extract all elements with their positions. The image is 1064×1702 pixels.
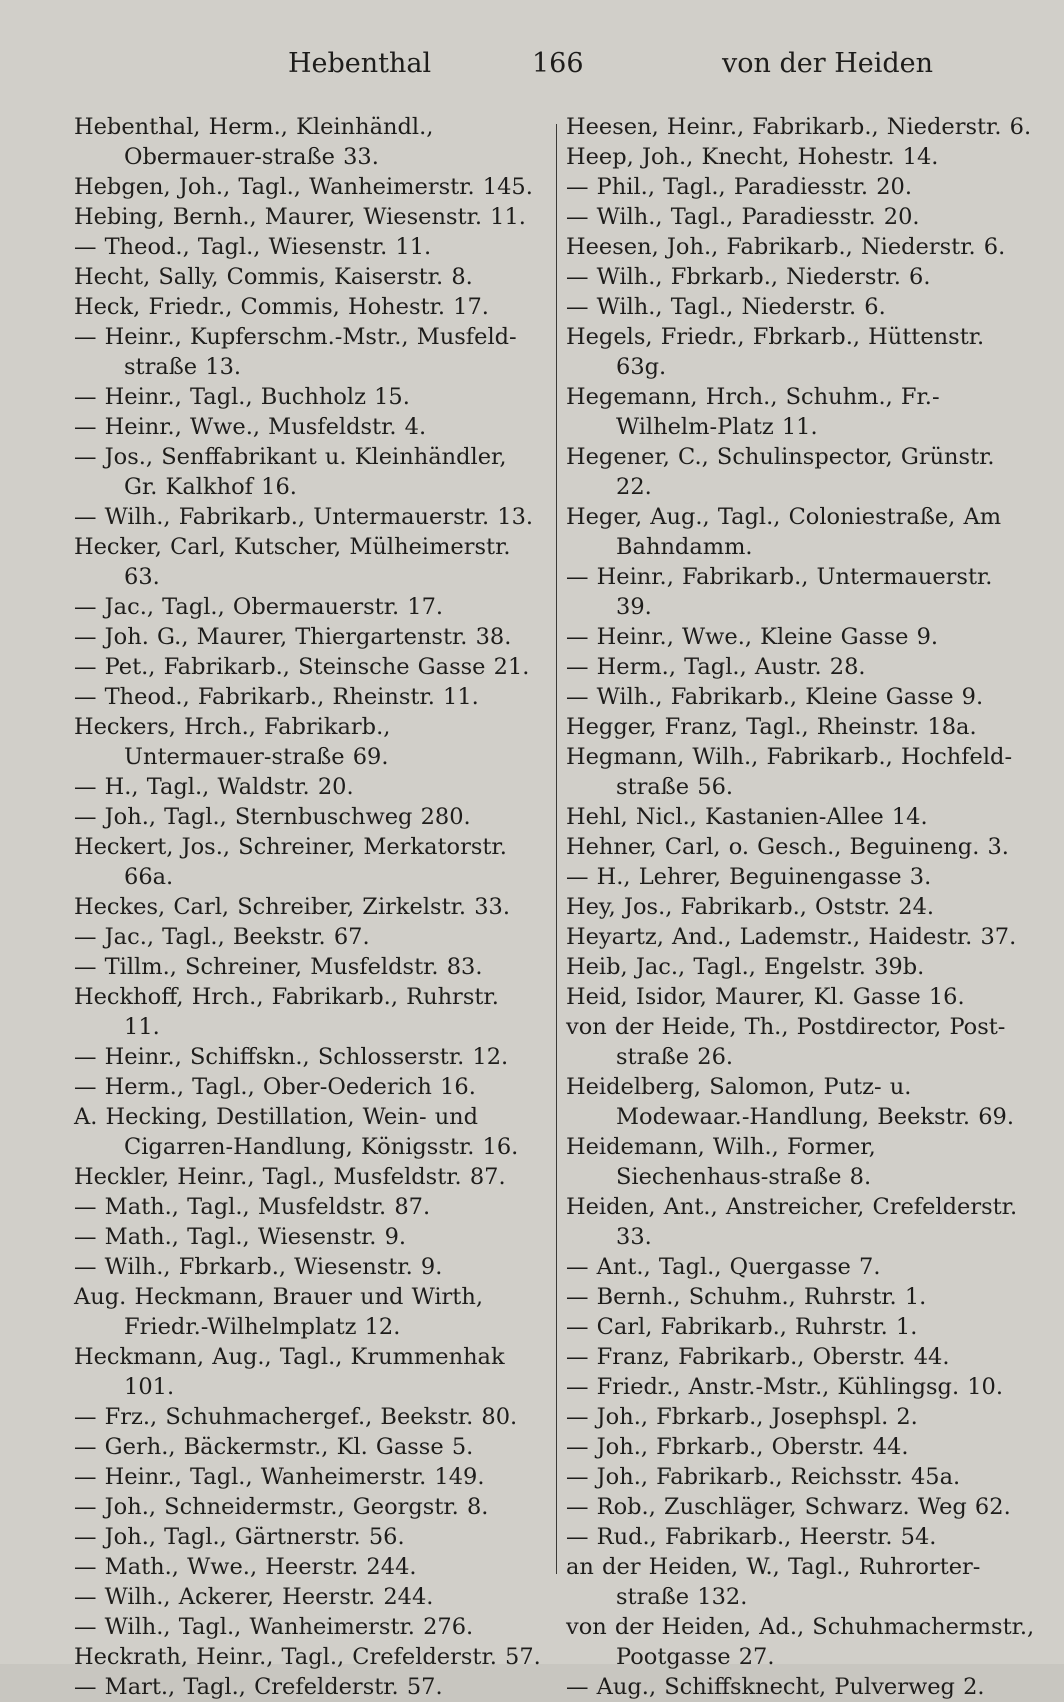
directory-entry: Heck, Friedr., Commis, Hohestr. 17. bbox=[74, 294, 489, 320]
directory-entry: Heckhoff, Hrch., Fabrikarb., Ruhrstr. 11. bbox=[74, 984, 499, 1040]
directory-entry: Heesen, Heinr., Fabrikarb., Niederstr. 6. bbox=[566, 114, 1032, 140]
directory-entry: Hebenthal, Herm., Kleinhändl., Obermauer-straße 33. bbox=[74, 114, 434, 170]
directory-entry: — Jac., Tagl., Beekstr. 67. bbox=[74, 924, 370, 950]
directory-entry: Heckmann, Aug., Tagl., Krummenhak 101. bbox=[74, 1344, 505, 1400]
directory-entry: — Franz, Fabrikarb., Oberstr. 44. bbox=[566, 1344, 950, 1370]
directory-entry: — Heinr., Tagl., Buchholz 15. bbox=[74, 384, 410, 410]
directory-entry: Heckes, Carl, Schreiber, Zirkelstr. 33. bbox=[74, 894, 510, 920]
directory-entry: — Wilh., Fabrikarb., Untermauerstr. 13. bbox=[74, 504, 534, 530]
directory-columns bbox=[64, 112, 1044, 1700]
directory-entry: Hebing, Bernh., Maurer, Wiesenstr. 11. bbox=[74, 204, 526, 230]
directory-entry: Heidemann, Wilh., Former, Siechenhaus-straße 8. bbox=[566, 1134, 876, 1190]
directory-entry: — Pet., Fabrikarb., Steinsche Gasse 21. bbox=[74, 654, 530, 680]
directory-entry: — Joh. G., Maurer, Thiergartenstr. 38. bbox=[74, 624, 512, 650]
directory-entry: — Joh., Tagl., Sternbuschweg 280. bbox=[74, 804, 471, 830]
left-column bbox=[74, 112, 542, 1702]
directory-entry: — Herm., Tagl., Austr. 28. bbox=[566, 654, 866, 680]
directory-entry: — Math., Tagl., Musfeldstr. 87. bbox=[74, 1194, 431, 1220]
directory-entry: Heesen, Joh., Fabrikarb., Niederstr. 6. bbox=[566, 234, 1006, 260]
directory-entry: von der Heiden, Ad., Schuhmachermstr., Pootgasse 27. bbox=[566, 1614, 1035, 1670]
header-first-name: Hebenthal bbox=[288, 48, 432, 79]
directory-entry: Hey, Jos., Fabrikarb., Oststr. 24. bbox=[566, 894, 935, 920]
directory-entry: A. Hecking, Destillation, Wein- und Cigarren-Handlung, Königsstr. 16. bbox=[74, 1104, 519, 1160]
directory-entry: — Theod., Tagl., Wiesenstr. 11. bbox=[74, 234, 432, 260]
directory-entry: — Heinr., Wwe., Musfeldstr. 4. bbox=[74, 414, 427, 440]
header-last-name: von der Heiden bbox=[722, 48, 934, 79]
directory-entry: Aug. Heckmann, Brauer und Wirth, Friedr.-Wilhelmplatz 12. bbox=[74, 1284, 483, 1340]
directory-entry: — Wilh., Ackerer, Heerstr. 244. bbox=[74, 1584, 434, 1610]
directory-entry: Heep, Joh., Knecht, Hohestr. 14. bbox=[566, 144, 939, 170]
directory-entry: Heidelberg, Salomon, Putz- u. Modewaar.-Handlung, Beekstr. 69. bbox=[566, 1074, 1015, 1130]
directory-entry: — Frz., Schuhmachergef., Beekstr. 80. bbox=[74, 1404, 518, 1430]
directory-entry: Hecht, Sally, Commis, Kaiserstr. 8. bbox=[74, 264, 473, 290]
page-header bbox=[0, 44, 1064, 84]
directory-entry: von der Heide, Th., Postdirector, Post-straße 26. bbox=[566, 1014, 1006, 1070]
directory-entry: — Wilh., Tagl., Niederstr. 6. bbox=[566, 294, 886, 320]
right-column bbox=[566, 112, 1036, 1702]
directory-entry: — Heinr., Wwe., Kleine Gasse 9. bbox=[566, 624, 939, 650]
directory-entry: Hehner, Carl, o. Gesch., Beguineng. 3. bbox=[566, 834, 1009, 860]
directory-entry: — Joh., Schneidermstr., Georgstr. 8. bbox=[74, 1494, 489, 1520]
directory-entry: — Heinr., Kupferschm.-Mstr., Musfeld-straße 13. bbox=[74, 324, 517, 380]
directory-entry: Hebgen, Joh., Tagl., Wanheimerstr. 145. bbox=[74, 174, 533, 200]
directory-entry: — Math., Tagl., Wiesenstr. 9. bbox=[74, 1224, 407, 1250]
directory-entry: — Jac., Tagl., Obermauerstr. 17. bbox=[74, 594, 444, 620]
directory-entry: — Wilh., Tagl., Wanheimerstr. 276. bbox=[74, 1614, 474, 1640]
directory-entry: — Math., Wwe., Heerstr. 244. bbox=[74, 1554, 417, 1580]
directory-entry: an der Heiden, W., Tagl., Ruhrorter-straße 132. bbox=[566, 1554, 981, 1610]
directory-entry: — Jos., Senffabrikant u. Kleinhändler, Gr. Kalkhof 16. bbox=[74, 444, 507, 500]
directory-entry: — Heinr., Schiffskn., Schlosserstr. 12. bbox=[74, 1044, 509, 1070]
directory-entry: Hegemann, Hrch., Schuhm., Fr.-Wilhelm-Platz 11. bbox=[566, 384, 940, 440]
directory-entry: Hegels, Friedr., Fbrkarb., Hüttenstr. 63g. bbox=[566, 324, 985, 380]
directory-entry: — Heinr., Fabrikarb., Untermauerstr. 39. bbox=[566, 564, 993, 620]
directory-entry: — Aug., Schiffsknecht, Pulverweg 2. bbox=[566, 1674, 985, 1700]
directory-entry: Heid, Isidor, Maurer, Kl. Gasse 16. bbox=[566, 984, 965, 1010]
directory-entry: — Joh., Fbrkarb., Oberstr. 44. bbox=[566, 1434, 909, 1460]
directory-entry: Heckler, Heinr., Tagl., Musfeldstr. 87. bbox=[74, 1164, 506, 1190]
directory-entry: Hegmann, Wilh., Fabrikarb., Hochfeld-straße 56. bbox=[566, 744, 1013, 800]
directory-entry: — H., Tagl., Waldstr. 20. bbox=[74, 774, 354, 800]
directory-entry: — Wilh., Fbrkarb., Wiesenstr. 9. bbox=[74, 1254, 443, 1280]
directory-entry: Heckrath, Heinr., Tagl., Crefelderstr. 57. bbox=[74, 1644, 541, 1670]
directory-entry: — Wilh., Fbrkarb., Niederstr. 6. bbox=[566, 264, 931, 290]
directory-entry: Hegener, C., Schulinspector, Grünstr. 22. bbox=[566, 444, 995, 500]
directory-entry: — Wilh., Tagl., Paradiesstr. 20. bbox=[566, 204, 920, 230]
directory-entry: — Rob., Zuschläger, Schwarz. Weg 62. bbox=[566, 1494, 1011, 1520]
directory-entry: — Carl, Fabrikarb., Ruhrstr. 1. bbox=[566, 1314, 918, 1340]
directory-entry: Heib, Jac., Tagl., Engelstr. 39b. bbox=[566, 954, 925, 980]
directory-entry: Heyartz, And., Lademstr., Haidestr. 37. bbox=[566, 924, 1017, 950]
directory-entry: — Friedr., Anstr.-Mstr., Kühlingsg. 10. bbox=[566, 1374, 1004, 1400]
directory-entry: — H., Lehrer, Beguinengasse 3. bbox=[566, 864, 932, 890]
directory-entry: Heger, Aug., Tagl., Coloniestraße, Am Bahndamm. bbox=[566, 504, 1002, 560]
directory-entry: — Bernh., Schuhm., Ruhrstr. 1. bbox=[566, 1284, 927, 1310]
directory-entry: — Herm., Tagl., Ober-Oederich 16. bbox=[74, 1074, 476, 1100]
directory-entry: Heiden, Ant., Anstreicher, Crefelderstr. 33. bbox=[566, 1194, 1018, 1250]
directory-entry: — Phil., Tagl., Paradiesstr. 20. bbox=[566, 174, 912, 200]
directory-entry: — Joh., Fabrikarb., Reichsstr. 45a. bbox=[566, 1464, 961, 1490]
directory-entry: — Gerh., Bäckermstr., Kl. Gasse 5. bbox=[74, 1434, 474, 1460]
directory-entry: — Heinr., Tagl., Wanheimerstr. 149. bbox=[74, 1464, 485, 1490]
directory-entry: Hegger, Franz, Tagl., Rheinstr. 18a. bbox=[566, 714, 977, 740]
directory-entry: — Rud., Fabrikarb., Heerstr. 54. bbox=[566, 1524, 937, 1550]
directory-entry: Hehl, Nicl., Kastanien-Allee 14. bbox=[566, 804, 928, 830]
directory-entry: Heckers, Hrch., Fabrikarb., Untermauer-straße 69. bbox=[74, 714, 391, 770]
directory-entry: — Ant., Tagl., Quergasse 7. bbox=[566, 1254, 881, 1280]
directory-entry: Hecker, Carl, Kutscher, Mülheimerstr. 63. bbox=[74, 534, 511, 590]
column-divider bbox=[556, 124, 557, 1574]
directory-entry: — Theod., Fabrikarb., Rheinstr. 11. bbox=[74, 684, 479, 710]
directory-entry: — Wilh., Fabrikarb., Kleine Gasse 9. bbox=[566, 684, 984, 710]
directory-entry: — Tillm., Schreiner, Musfeldstr. 83. bbox=[74, 954, 483, 980]
directory-entry: — Joh., Tagl., Gärtnerstr. 56. bbox=[74, 1524, 405, 1550]
directory-entry: — Mart., Tagl., Crefelderstr. 57. bbox=[74, 1674, 443, 1700]
page-number: 166 bbox=[532, 48, 584, 79]
directory-entry: — Joh., Fbrkarb., Josephspl. 2. bbox=[566, 1404, 918, 1430]
directory-entry: Heckert, Jos., Schreiner, Merkatorstr. 66a. bbox=[74, 834, 507, 890]
